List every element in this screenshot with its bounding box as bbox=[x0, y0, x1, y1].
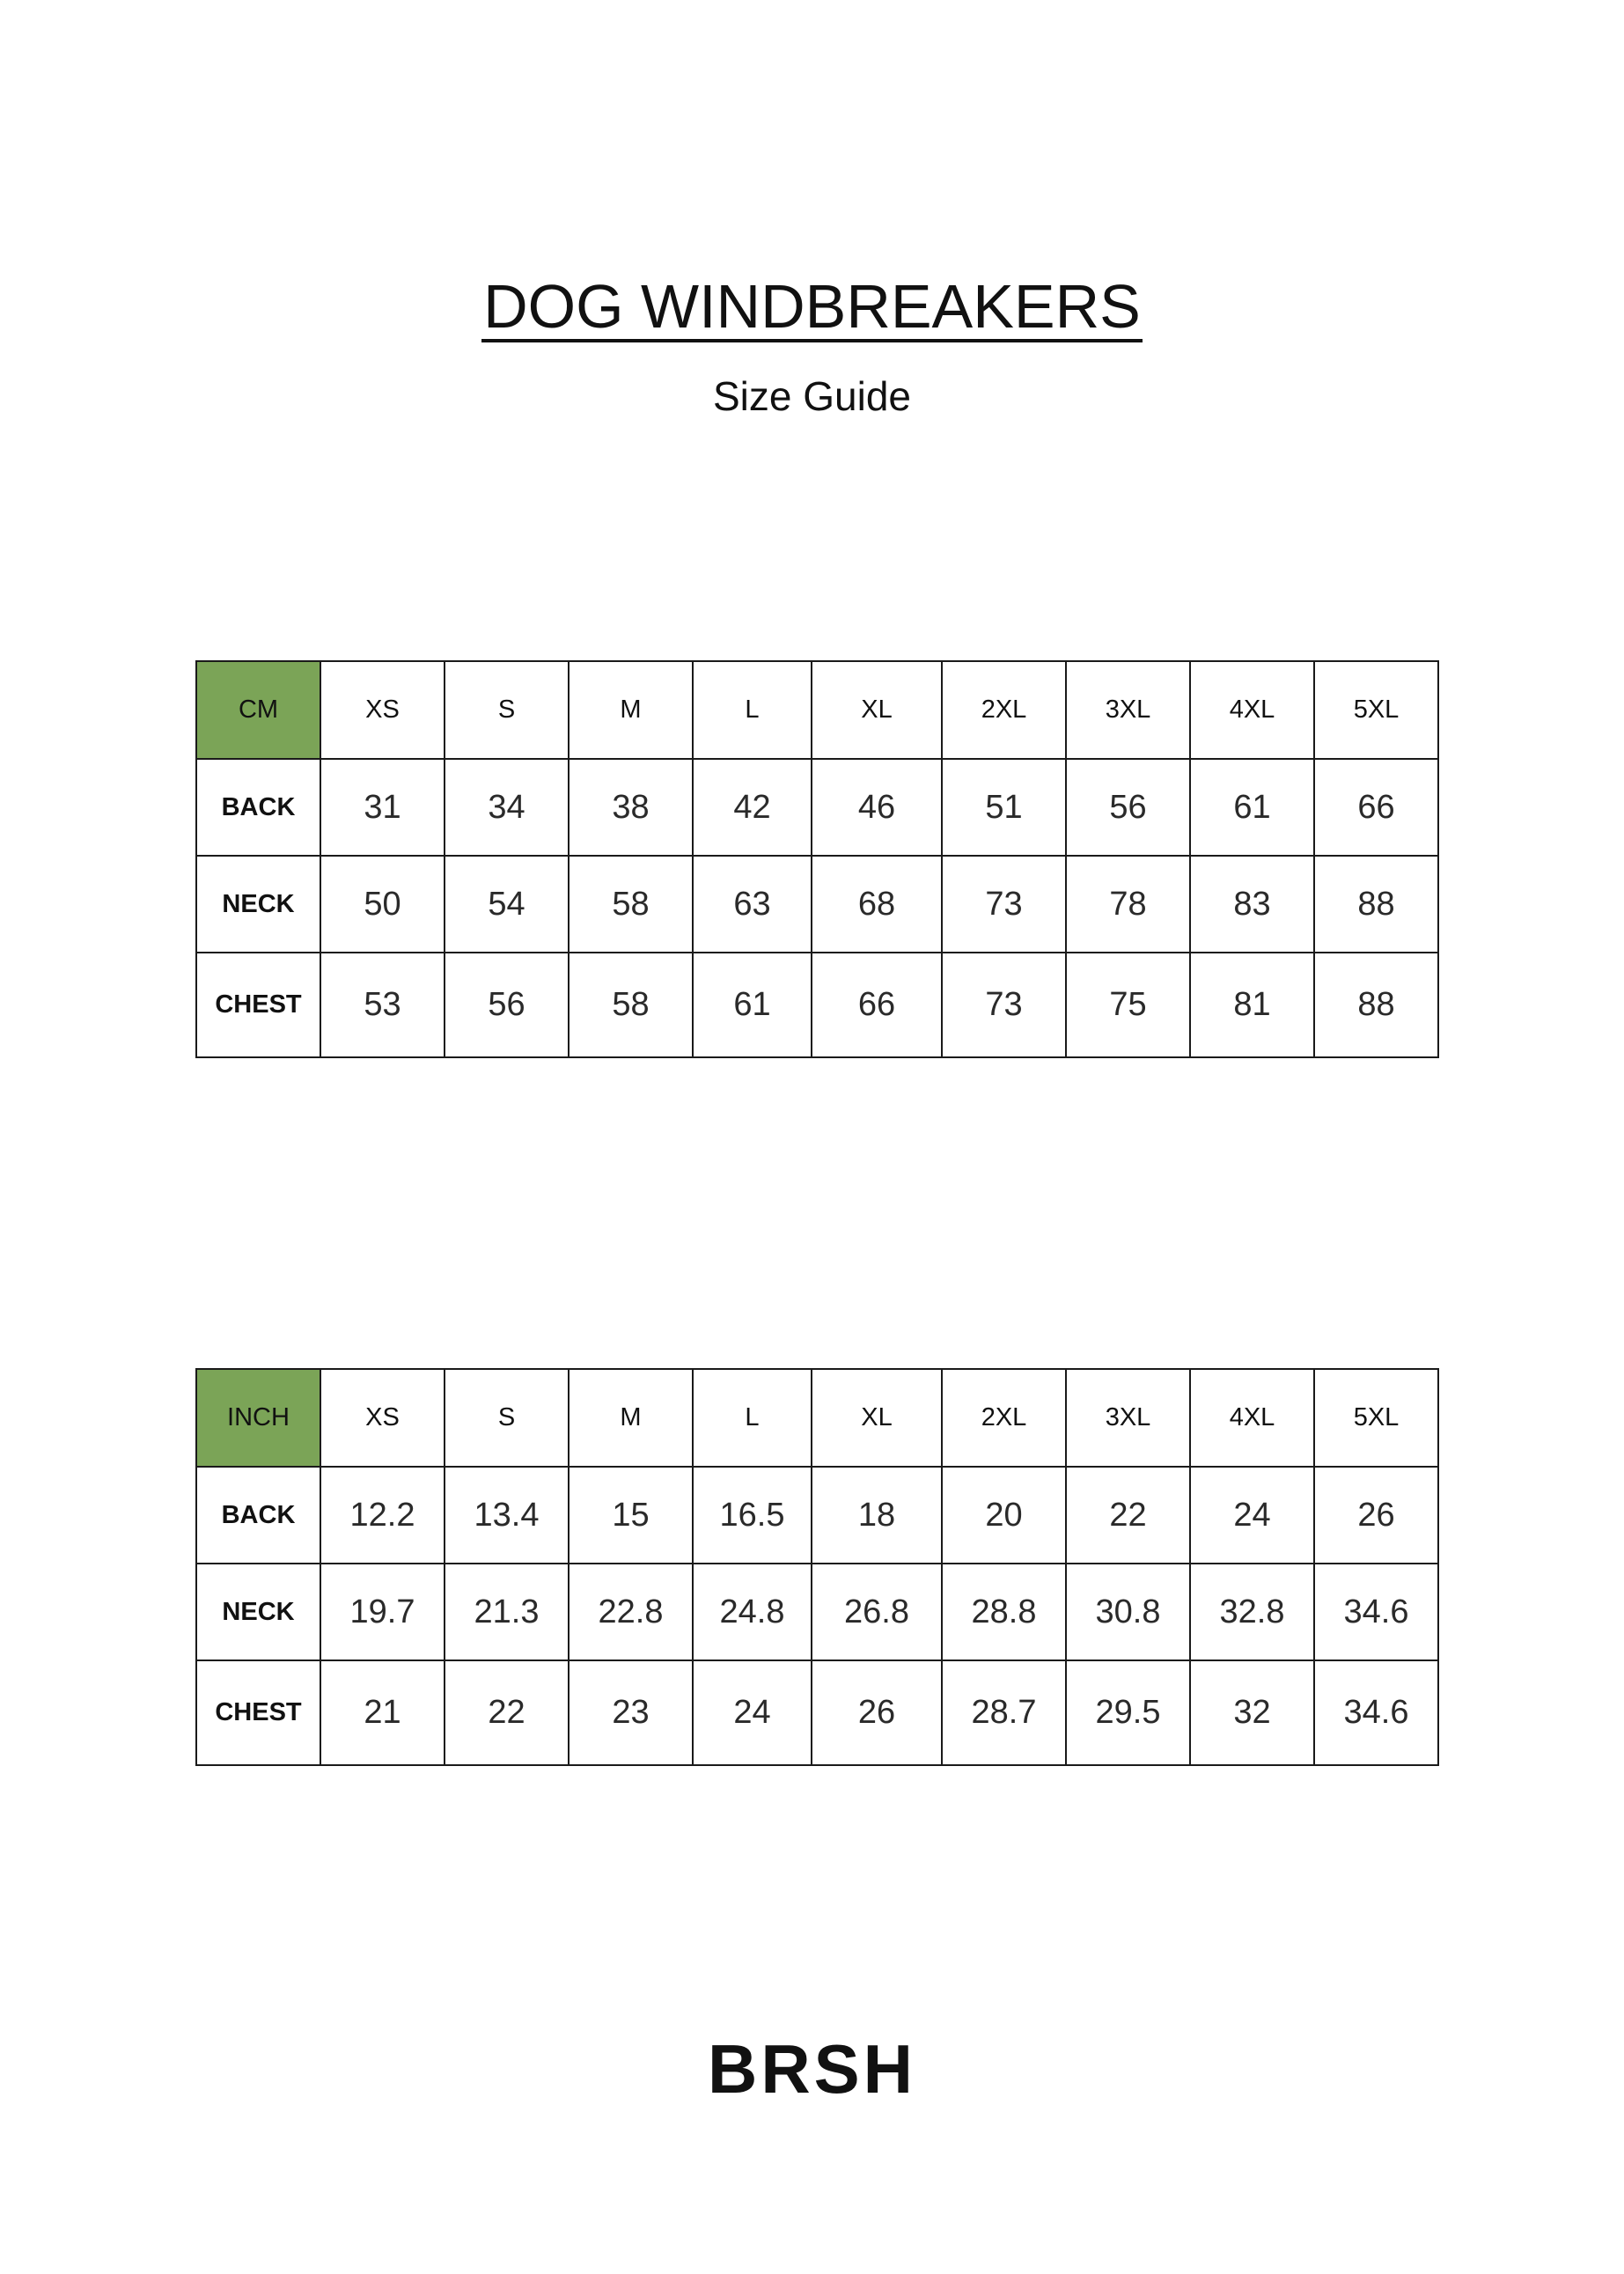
size-header: XS bbox=[320, 1369, 445, 1467]
size-header: 3XL bbox=[1066, 661, 1190, 759]
table-cell: 81 bbox=[1190, 953, 1314, 1057]
table-cell: 32 bbox=[1190, 1660, 1314, 1765]
size-header: M bbox=[569, 661, 693, 759]
table-cell: 15 bbox=[569, 1467, 693, 1564]
brand-logo: BRSH bbox=[707, 2030, 916, 2108]
table-cell: 54 bbox=[445, 856, 569, 953]
size-header: XL bbox=[812, 661, 942, 759]
table-cell: 28.8 bbox=[942, 1564, 1066, 1660]
table-cell: 32.8 bbox=[1190, 1564, 1314, 1660]
table-cell: 26 bbox=[812, 1660, 942, 1765]
table-row-back bbox=[196, 759, 1438, 856]
table-cell: 24 bbox=[1190, 1467, 1314, 1564]
table-cell: 29.5 bbox=[1066, 1660, 1190, 1765]
table-cell: 34.6 bbox=[1314, 1564, 1438, 1660]
table-cell: 61 bbox=[1190, 759, 1314, 856]
size-header: 5XL bbox=[1314, 1369, 1438, 1467]
table-cell: 28.7 bbox=[942, 1660, 1066, 1765]
table-cell: 30.8 bbox=[1066, 1564, 1190, 1660]
size-header: 4XL bbox=[1190, 661, 1314, 759]
size-header: L bbox=[693, 661, 812, 759]
table-cell: 31 bbox=[320, 759, 445, 856]
table-cell: 50 bbox=[320, 856, 445, 953]
table-row-back bbox=[196, 1467, 1438, 1564]
table-cell: 88 bbox=[1314, 953, 1438, 1057]
table-cell: 51 bbox=[942, 759, 1066, 856]
table-cell: 66 bbox=[1314, 759, 1438, 856]
table-cell: 53 bbox=[320, 953, 445, 1057]
table-cell: 34 bbox=[445, 759, 569, 856]
table-row-chest bbox=[196, 1660, 1438, 1765]
table-cell: 21 bbox=[320, 1660, 445, 1765]
table-cell: 56 bbox=[445, 953, 569, 1057]
page-title bbox=[0, 269, 1624, 344]
table-cell: 56 bbox=[1066, 759, 1190, 856]
size-header: S bbox=[445, 1369, 569, 1467]
table-cell: 38 bbox=[569, 759, 693, 856]
table-cell: 16.5 bbox=[693, 1467, 812, 1564]
size-header: S bbox=[445, 661, 569, 759]
table-cell: 63 bbox=[693, 856, 812, 953]
table-cell: 73 bbox=[942, 856, 1066, 953]
row-label: CHEST bbox=[196, 1660, 320, 1765]
table-cell: 18 bbox=[812, 1467, 942, 1564]
size-header: 3XL bbox=[1066, 1369, 1190, 1467]
table-header-row bbox=[196, 1369, 1438, 1467]
table-cell: 34.6 bbox=[1314, 1660, 1438, 1765]
table-cell: 78 bbox=[1066, 856, 1190, 953]
size-header: XL bbox=[812, 1369, 942, 1467]
unit-cell: INCH bbox=[196, 1369, 320, 1467]
table-cell: 20 bbox=[942, 1467, 1066, 1564]
table-cell: 22 bbox=[445, 1660, 569, 1765]
table-cell: 83 bbox=[1190, 856, 1314, 953]
row-label: BACK bbox=[196, 759, 320, 856]
table-cell: 21.3 bbox=[445, 1564, 569, 1660]
table-cell: 73 bbox=[942, 953, 1066, 1057]
size-header: 4XL bbox=[1190, 1369, 1314, 1467]
size-header: M bbox=[569, 1369, 693, 1467]
table-row-chest bbox=[196, 953, 1438, 1057]
table-cell: 13.4 bbox=[445, 1467, 569, 1564]
table-cell: 46 bbox=[812, 759, 942, 856]
table-cell: 66 bbox=[812, 953, 942, 1057]
table-cell: 58 bbox=[569, 953, 693, 1057]
table-cell: 42 bbox=[693, 759, 812, 856]
size-table-cm bbox=[195, 660, 1439, 1058]
row-label: NECK bbox=[196, 1564, 320, 1660]
row-label: NECK bbox=[196, 856, 320, 953]
table-cell: 24.8 bbox=[693, 1564, 812, 1660]
table-cell: 75 bbox=[1066, 953, 1190, 1057]
size-header: 5XL bbox=[1314, 661, 1438, 759]
size-table-inch bbox=[195, 1368, 1439, 1766]
page-title-text: DOG WINDBREAKERS bbox=[483, 272, 1141, 341]
table-cell: 26.8 bbox=[812, 1564, 942, 1660]
table-cell: 23 bbox=[569, 1660, 693, 1765]
table-row-neck bbox=[196, 1564, 1438, 1660]
page-subtitle: Size Guide bbox=[712, 373, 911, 419]
table-cell: 26 bbox=[1314, 1467, 1438, 1564]
table-cell: 88 bbox=[1314, 856, 1438, 953]
size-header: XS bbox=[320, 661, 445, 759]
table-row-neck bbox=[196, 856, 1438, 953]
size-header: 2XL bbox=[942, 661, 1066, 759]
row-label: CHEST bbox=[196, 953, 320, 1057]
size-header: 2XL bbox=[942, 1369, 1066, 1467]
row-label: BACK bbox=[196, 1467, 320, 1564]
table-cell: 19.7 bbox=[320, 1564, 445, 1660]
table-cell: 12.2 bbox=[320, 1467, 445, 1564]
table-cell: 68 bbox=[812, 856, 942, 953]
table-cell: 24 bbox=[693, 1660, 812, 1765]
table-cell: 61 bbox=[693, 953, 812, 1057]
table-header-row bbox=[196, 661, 1438, 759]
table-cell: 58 bbox=[569, 856, 693, 953]
unit-cell: CM bbox=[196, 661, 320, 759]
table-cell: 22.8 bbox=[569, 1564, 693, 1660]
size-header: L bbox=[693, 1369, 812, 1467]
table-cell: 22 bbox=[1066, 1467, 1190, 1564]
